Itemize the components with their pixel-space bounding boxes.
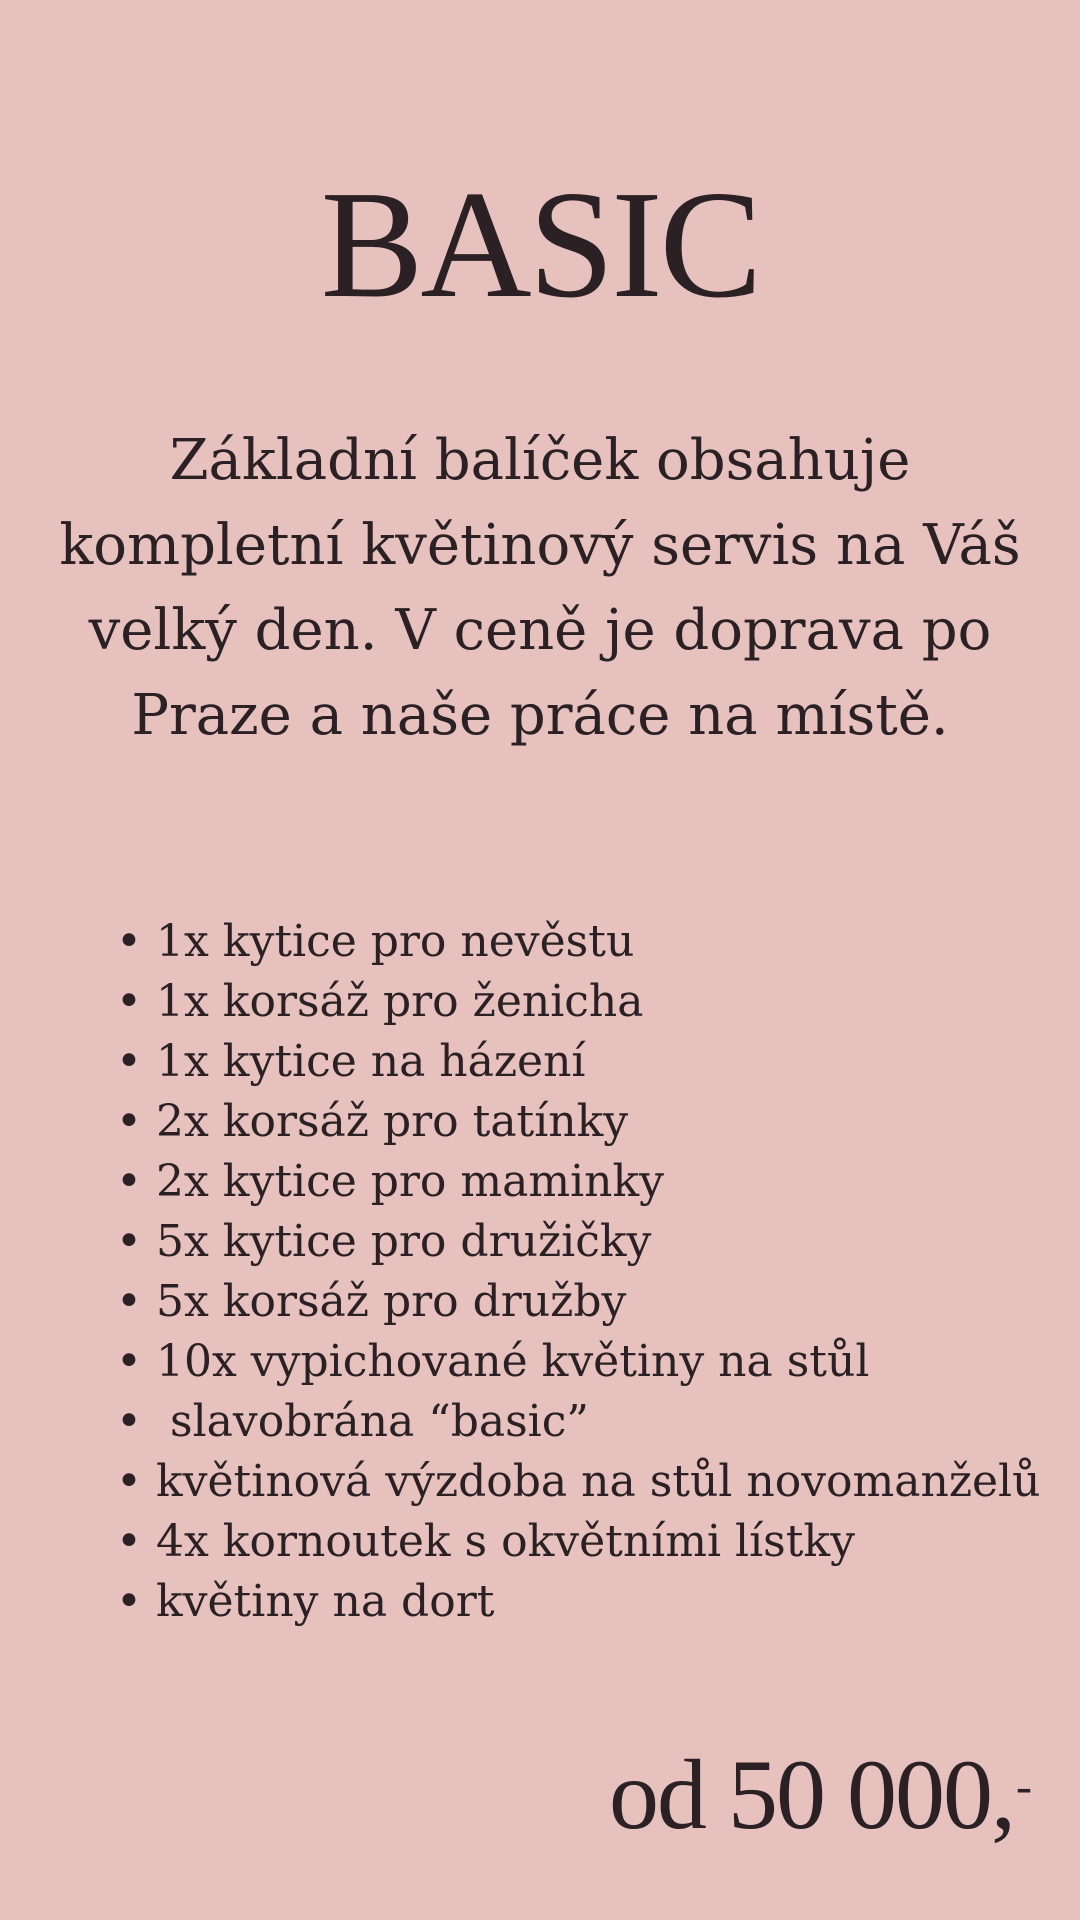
list-item [116,1272,1066,1332]
list-item-text: 1x korsáž pro ženicha [156,976,644,1027]
list-item-text: 1x kytice na házení [156,1036,586,1087]
list-item [116,972,1066,1032]
list-item [116,1572,1066,1632]
list-item [116,1032,1066,1092]
bullet-icon: • [116,1276,142,1327]
list-item [116,1332,1066,1392]
list-item-text: 2x kytice pro maminky [156,1156,665,1207]
bullet-icon: • [116,1036,142,1087]
list-item [116,1152,1066,1212]
list-item [116,1212,1066,1272]
price-suffix: - [1016,1760,1030,1813]
package-title: BASIC [320,160,760,330]
list-item [116,1392,1066,1452]
package-items-list [116,912,1066,1632]
price-amount: od 50 000, [609,1739,1015,1850]
list-item-text: květiny na dort [156,1576,495,1627]
package-description: Základní balíček obsahuje kompletní květinový servis na Váš velký den. V ceně je doprava po Praze a naše práce na místě. [59,428,1021,748]
package-price [609,1739,1030,1850]
list-item-text: 5x korsáž pro družby [156,1276,627,1327]
list-item-text: 2x korsáž pro tatínky [156,1096,629,1147]
bullet-icon: • [116,1096,142,1147]
bullet-icon: • [116,1336,142,1387]
list-item-text: 4x kornoutek s okvětními lístky [156,1516,855,1567]
list-item [116,1452,1066,1512]
bullet-icon: • [116,976,142,1027]
bullet-icon: • [116,1516,142,1567]
list-item [116,1512,1066,1572]
bullet-icon: • [116,1156,142,1207]
bullet-icon: • [116,1576,142,1627]
bullet-icon: • [116,1216,142,1267]
list-item [116,912,1066,972]
list-item-text: 1x kytice pro nevěstu [156,916,635,967]
bullet-icon: • [116,1396,142,1447]
bullet-icon: • [116,916,142,967]
list-item-text: 5x kytice pro družičky [156,1216,652,1267]
list-item-text: slavobrána “basic” [156,1396,589,1447]
bullet-icon: • [116,1456,142,1507]
list-item [116,1092,1066,1152]
list-item-text: 10x vypichované květiny na stůl [156,1336,870,1387]
list-item-text: květinová výzdoba na stůl novomanželů [156,1456,1041,1507]
